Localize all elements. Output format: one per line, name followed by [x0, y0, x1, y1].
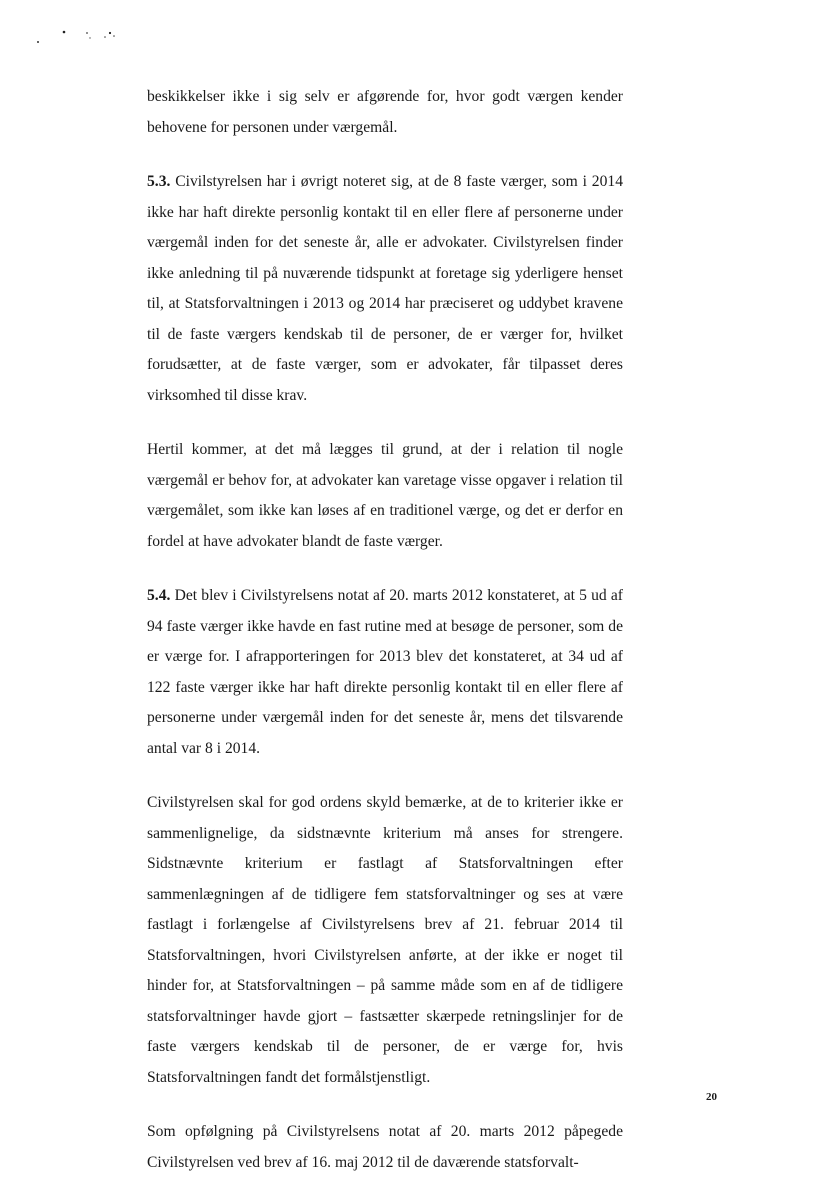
paragraph-5 [147, 788, 623, 1093]
paragraph-text: Civilstyrelsen har i øvrigt noteret sig, at de 8 faste værger, som i 2014 ikke har haft direkte personlig kontakt til en eller flere af personerne under værgemål inden for det seneste år, alle er advokater. Civilstyrelsen finder ikke anledning til på nuværende tidspunkt at foretage sig yderligere henset til, at Statsforvaltningen i 2013 og 2014 har præciseret og uddybet kravene til de faste værgers kendskab til de personer, de er værger for, hvilket forudsætter, at de faste værger, som er advokater, får tilpasset deres virksomhed til disse krav. [147, 173, 623, 404]
paragraph-1 [147, 82, 623, 143]
paragraph-5-3 [147, 167, 623, 411]
section-number: 5.4. [147, 587, 171, 604]
section-number: 5.3. [147, 173, 171, 190]
paragraph-text: Civilstyrelsen skal for god ordens skyld bemærke, at de to kriterier ikke er sammenlignelige, da sidstnævnte kriterium må anses for strengere. Sidstnævnte kriterium er fastlagt af Statsforvaltningen efter sammenlægningen af de tidligere fem statsforvaltninger og ses at være fastlagt i forlængelse af Civilstyrelsens brev af 21. februar 2014 til Statsforvaltningen, hvori Civilstyrelsen anførte, at der ikke er noget til hinder for, at Statsforvaltningen – på samme måde som en af de tidligere statsforvaltninger havde gjort – fastsætter skærpede retningslinjer for de faste værgers kendskab til de personer, de er værge for, hvis Statsforvaltningen fandt det formålstjenstligt. [147, 794, 623, 1086]
scan-specks [36, 28, 126, 46]
paragraph-text: Som opfølgning på Civilstyrelsens notat af 20. marts 2012 påpegede Civilstyrelsen ved brev af 16. maj 2012 til de daværende statsforvalt- [147, 1123, 623, 1171]
paragraph-text: Det blev i Civilstyrelsens notat af 20. marts 2012 konstateret, at 5 ud af 94 faste værger ikke havde en fast rutine med at besøge de personer, som de er værge for. I afrapporteringen for 2013 blev det konstateret, at 34 ud af 122 faste værger ikke har haft direkte personlig kontakt til en eller flere af personerne under værgemål inden for det seneste år, mens det tilsvarende antal var 8 i 2014. [147, 587, 623, 757]
page-number: 20 [706, 1091, 717, 1103]
paragraph-5-4 [147, 581, 623, 764]
paragraph-text: beskikkelser ikke i sig selv er afgørende for, hvor godt værgen kender behovene for personen under værgemål. [147, 88, 623, 136]
document-body [147, 82, 623, 1202]
paragraph-3 [147, 435, 623, 557]
paragraph-text: Hertil kommer, at det må lægges til grund, at der i relation til nogle værgemål er behov for, at advokater kan varetage visse opgaver i relation til værgemålet, som ikke kan løses af en traditionel værge, og det er derfor en fordel at have advokater blandt de faste værger. [147, 441, 623, 550]
